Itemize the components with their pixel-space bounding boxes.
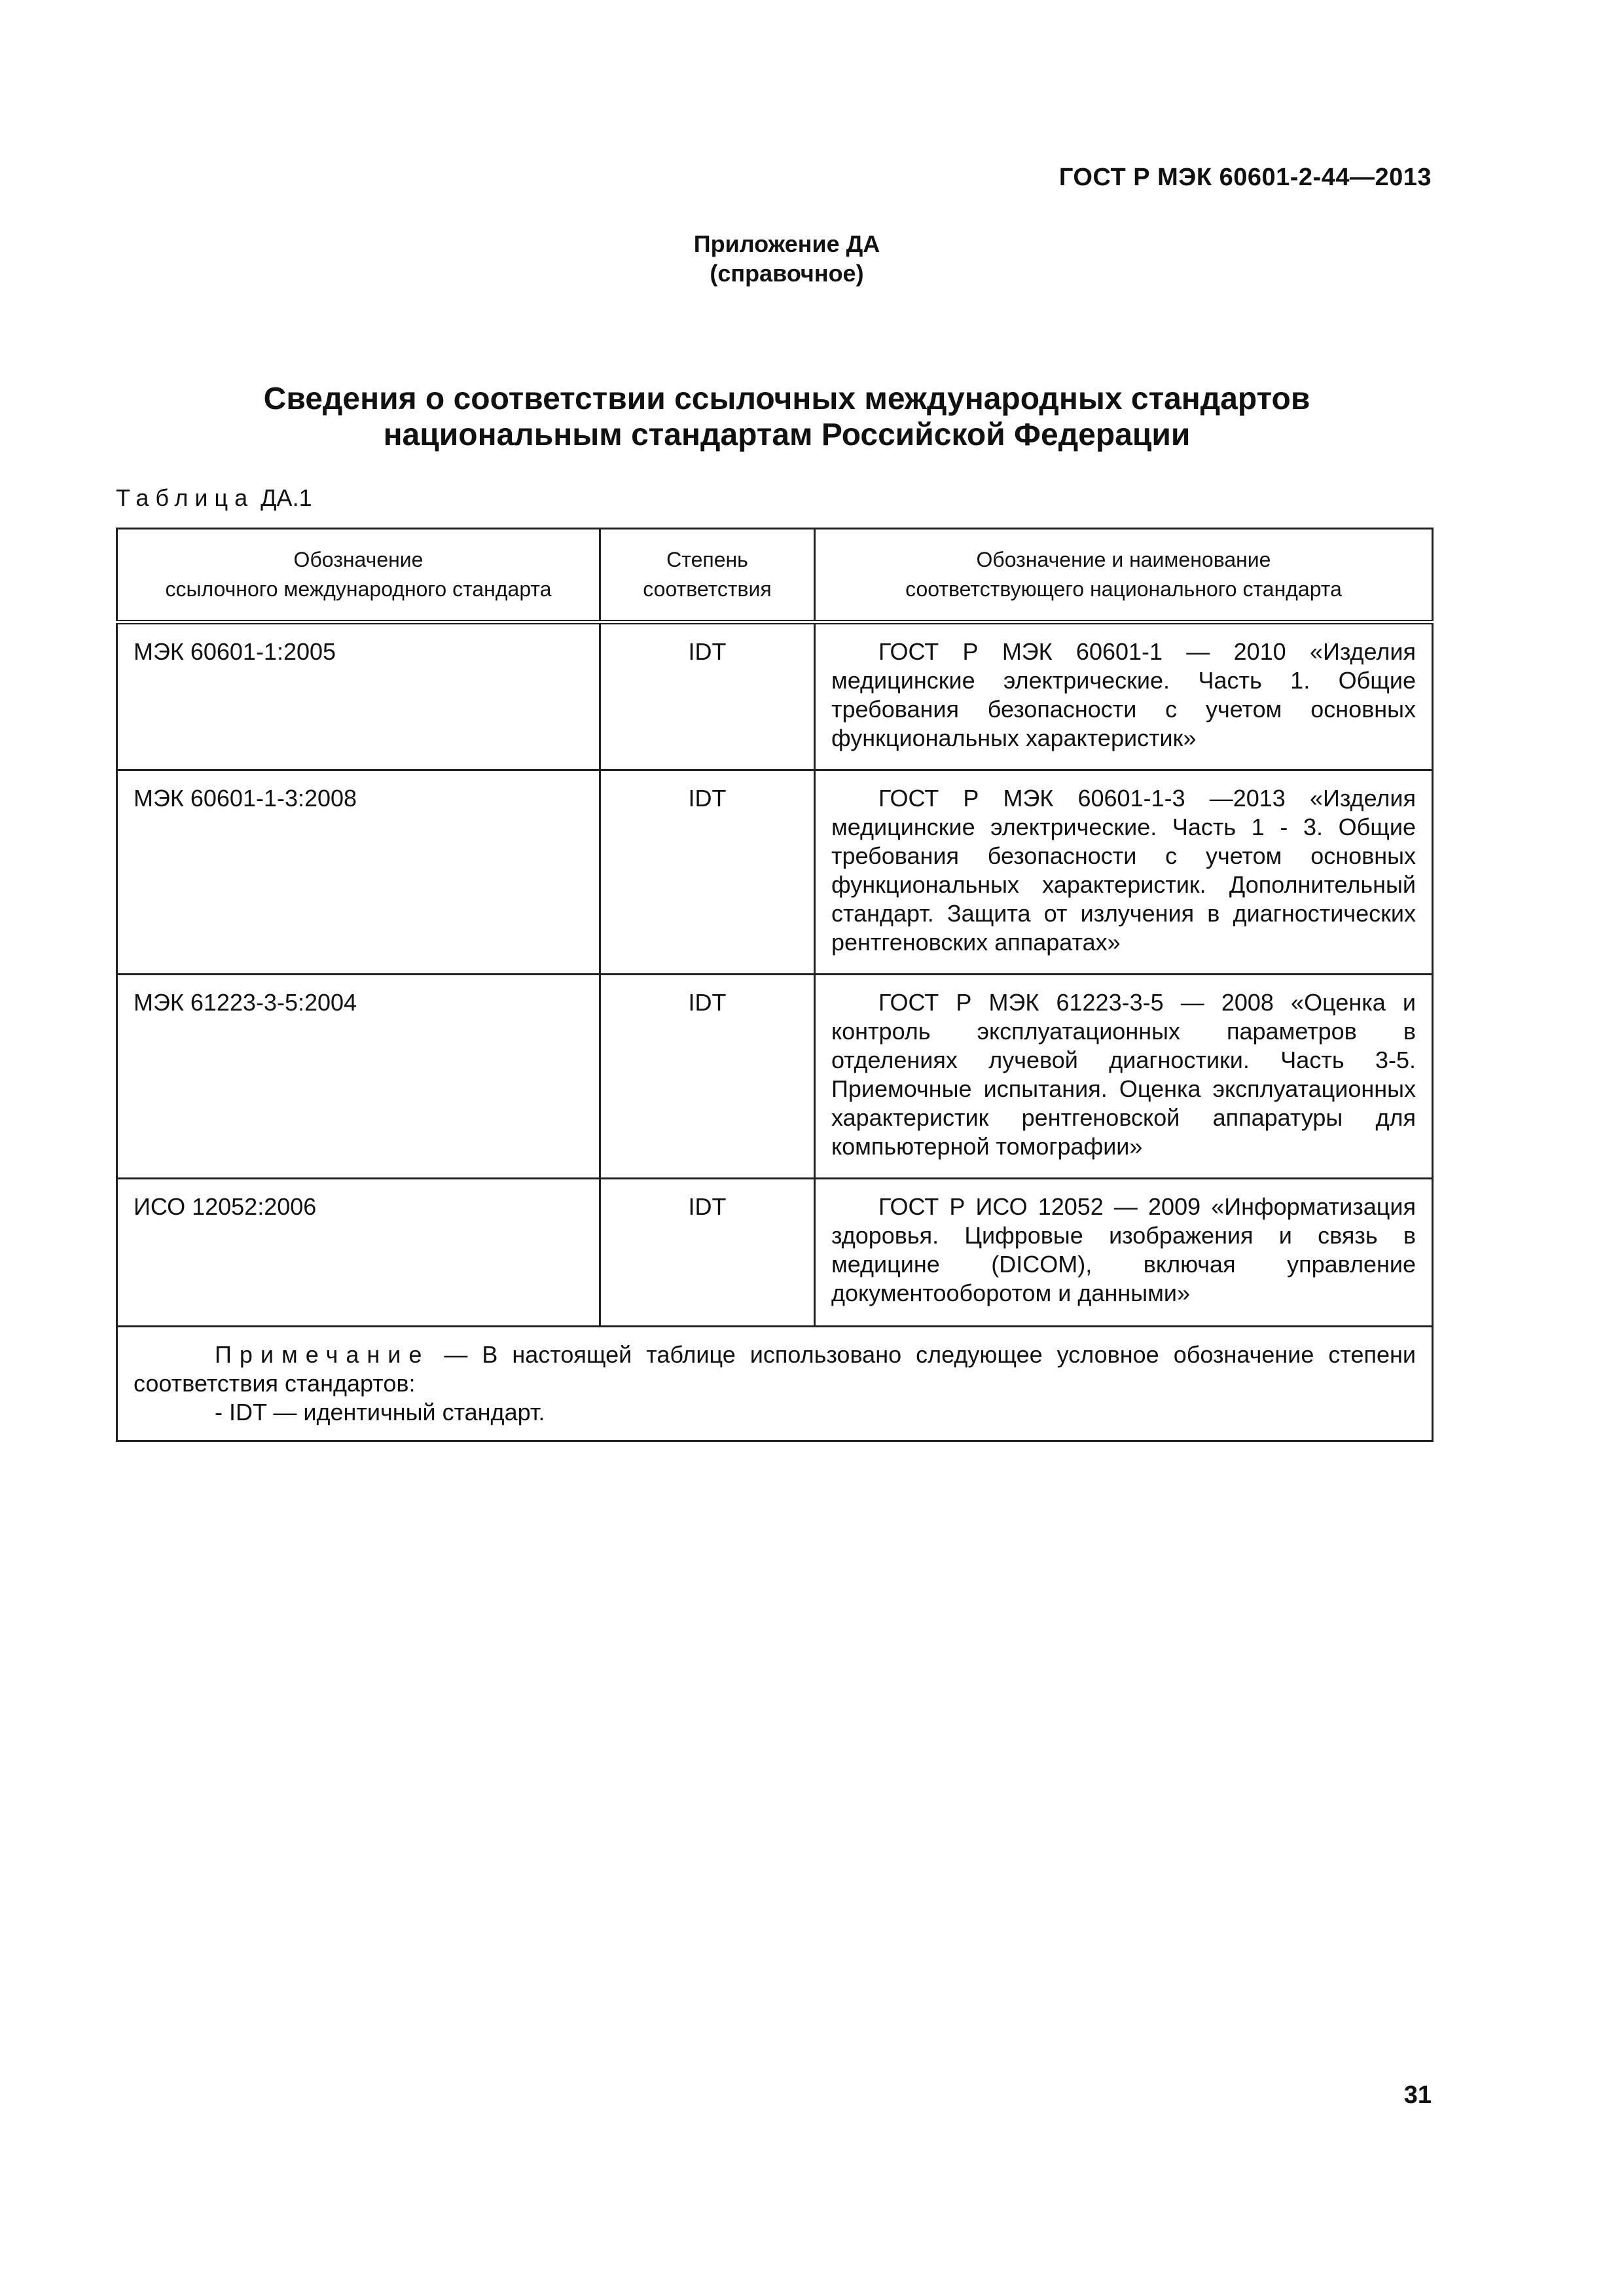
cell-degree: IDT — [600, 1179, 815, 1327]
table-row — [117, 975, 1433, 1179]
table-row — [117, 770, 1433, 975]
cell-international-standard: МЭК 60601-1-3:2008 — [117, 770, 600, 975]
cell-international-standard: МЭК 60601-1:2005 — [117, 622, 600, 770]
page-title-line-2: национальным стандартам Российской Федерации — [383, 418, 1191, 452]
note-text: — В настоящей таблице использовано следующее условное обозначение степени соответствия стандартов: — [134, 1341, 1416, 1397]
cell-degree: IDT — [600, 622, 815, 770]
cell-degree: IDT — [600, 770, 815, 975]
appendix-title: Приложение ДА — [693, 230, 880, 257]
table-caption — [116, 484, 312, 512]
cell-international-standard: ИСО 12052:2006 — [117, 1179, 600, 1327]
cell-national-standard: ГОСТ Р ИСО 12052 — 2009 «Информатизация здоровья. Цифровые изображения и связь в медицине (DICOM), включая управление документооборотом и данными» — [815, 1179, 1433, 1327]
cell-national-standard: ГОСТ Р МЭК 60601-1 — 2010 «Изделия медицинские электрические. Часть 1. Общие требования безопасности с учетом основных функциональных характеристик» — [815, 622, 1433, 770]
table-note-row — [117, 1327, 1433, 1441]
header-degree: Степень соответствия — [600, 529, 815, 622]
cell-degree: IDT — [600, 975, 815, 1179]
cell-national-standard: ГОСТ Р МЭК 61223-3-5 — 2008 «Оценка и контроль эксплуатационных параметров в отделениях лучевой диагностики. Часть 3-5. Приемочные испытания. Оценка эксплуатационных характеристик рентгеновской аппаратуры для компьютерной томографии» — [815, 975, 1433, 1179]
page-number: 31 — [1403, 2081, 1432, 2109]
note-label: Примечание — [215, 1341, 430, 1368]
cell-national-standard: ГОСТ Р МЭК 60601-1-3 —2013 «Изделия медицинские электрические. Часть 1 - 3. Общие требования безопасности с учетом основных функциональных характеристик. Дополнительный стандарт. Защита от излучения в диагностических рентгеновских аппаратах» — [815, 770, 1433, 975]
header-international-standard: Обозначение ссылочного международного стандарта — [117, 529, 600, 622]
header-national-standard: Обозначение и наименование соответствующего национального стандарта — [815, 529, 1433, 622]
page-title — [0, 381, 1574, 453]
appendix-heading — [0, 229, 1574, 288]
table-row — [117, 622, 1433, 770]
table-caption-word: Таблица — [116, 484, 255, 511]
page-title-line-1: Сведения о соответствии ссылочных международных стандартов — [263, 382, 1310, 416]
document-code: ГОСТ Р МЭК 60601-2-44—2013 — [1058, 164, 1432, 191]
correspondence-table — [116, 528, 1434, 1442]
note-item: - IDT — идентичный стандарт. — [215, 1399, 545, 1426]
table-note — [117, 1327, 1433, 1441]
table-header-row — [117, 529, 1433, 622]
cell-international-standard: МЭК 61223-3-5:2004 — [117, 975, 600, 1179]
table-caption-number: ДА.1 — [261, 484, 312, 511]
table-row — [117, 1179, 1433, 1327]
appendix-subtitle: (справочное) — [710, 260, 864, 287]
